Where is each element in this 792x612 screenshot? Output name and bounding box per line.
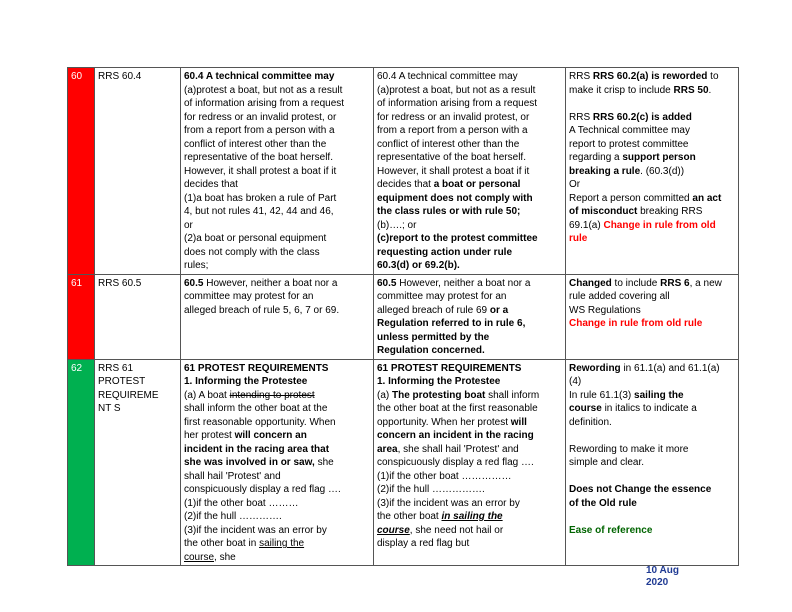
new-rule-text: 61 PROTEST REQUIREMENTS 1. Informing the Protestee (a) The protesting boat shall inform the other boat at the first reasonable opportunity. When her protest will concern an incident in the racing area, she shall hail 'Protest' and conspicuously display a red flag …. (1)if the other boat …………… (2)if the hull ……………. (3)if the incident was an error by the other boat in sailing the course, she need not hail or display a red flag but xyxy=(374,359,566,566)
old-rule-text: 61 PROTEST REQUIREMENTS 1. Informing the Protestee (a) A boat intending to protest shall inform the other boat at the first reasonable opportunity. When her protest will concern an incident in the racing area that she was involved in or saw, she shall hail 'Protest' and conspicuously display a red flag …. (1)if the other boat ……… (2)if the hull …………. (3)if the incident was an error by the other boat in sailing the course, she xyxy=(181,359,374,566)
row-number: 60 xyxy=(68,68,95,275)
rule-reference: RRS 61 PROTEST REQUIREME NT S xyxy=(95,359,181,566)
rule-reference: RRS 60.5 xyxy=(95,274,181,359)
new-rule-text: 60.4 A technical committee may (a)protest a boat, but not as a result of information arising from a request for redress or an invalid protest, or from a report from a person with a conflict of interest other than the representative of the boat herself. However, it shall protest a boat if it decides that a boat or personal equipment does not comply with the class rules or with rule 50; (b)….; or (c)report to the protest committee requesting action under rule 60.3(d) or 69.2(b). xyxy=(374,68,566,275)
change-notes: Changed to include RRS 6, a new rule added covering all WS Regulations Change in rule from old rule xyxy=(566,274,739,359)
change-notes: RRS RRS 60.2(a) is reworded to make it crisp to include RRS 50. RRS RRS 60.2(c) is added A Technical committee may report to protest committee regarding a support person breaking a rule. (60.3(d)) Or Report a person committed an act of misconduct breaking RRS 69.1(a) Change in rule from old rule xyxy=(566,68,739,275)
change-notes: Rewording in 61.1(a) and 61.1(a) (4) In rule 61.1(3) sailing the course in italics to indicate a definition. Rewording to make it more simple and clear. Does not Change the essence of the Old rule Ease of reference xyxy=(566,359,739,566)
table-row xyxy=(68,359,739,566)
table-row xyxy=(68,274,739,359)
rule-reference: RRS 60.4 xyxy=(95,68,181,275)
new-rule-text: 60.5 However, neither a boat nor a committee may protest for an alleged breach of rule 69 or a Regulation referred to in rule 6, unless permitted by the Regulation concerned. xyxy=(374,274,566,359)
row-number: 61 xyxy=(68,274,95,359)
footer-date: 10 Aug 2020 xyxy=(646,565,679,588)
old-rule-text: 60.5 However, neither a boat nor a committee may protest for an alleged breach of rule 5, 6, 7 or 69. xyxy=(181,274,374,359)
table-row xyxy=(68,68,739,275)
old-rule-text: 60.4 A technical committee may (a)protest a boat, but not as a result of information arising from a request for redress or an invalid protest, or from a report from a person with a conflict of interest other than the representative of the boat herself. However, it shall protest a boat if it decides that (1)a boat has broken a rule of Part 4, but not rules 41, 42, 44 and 46, or (2)a boat or personal equipment does not comply with the class rules; xyxy=(181,68,374,275)
row-number: 62 xyxy=(68,359,95,566)
rule-comparison-table xyxy=(67,67,739,566)
